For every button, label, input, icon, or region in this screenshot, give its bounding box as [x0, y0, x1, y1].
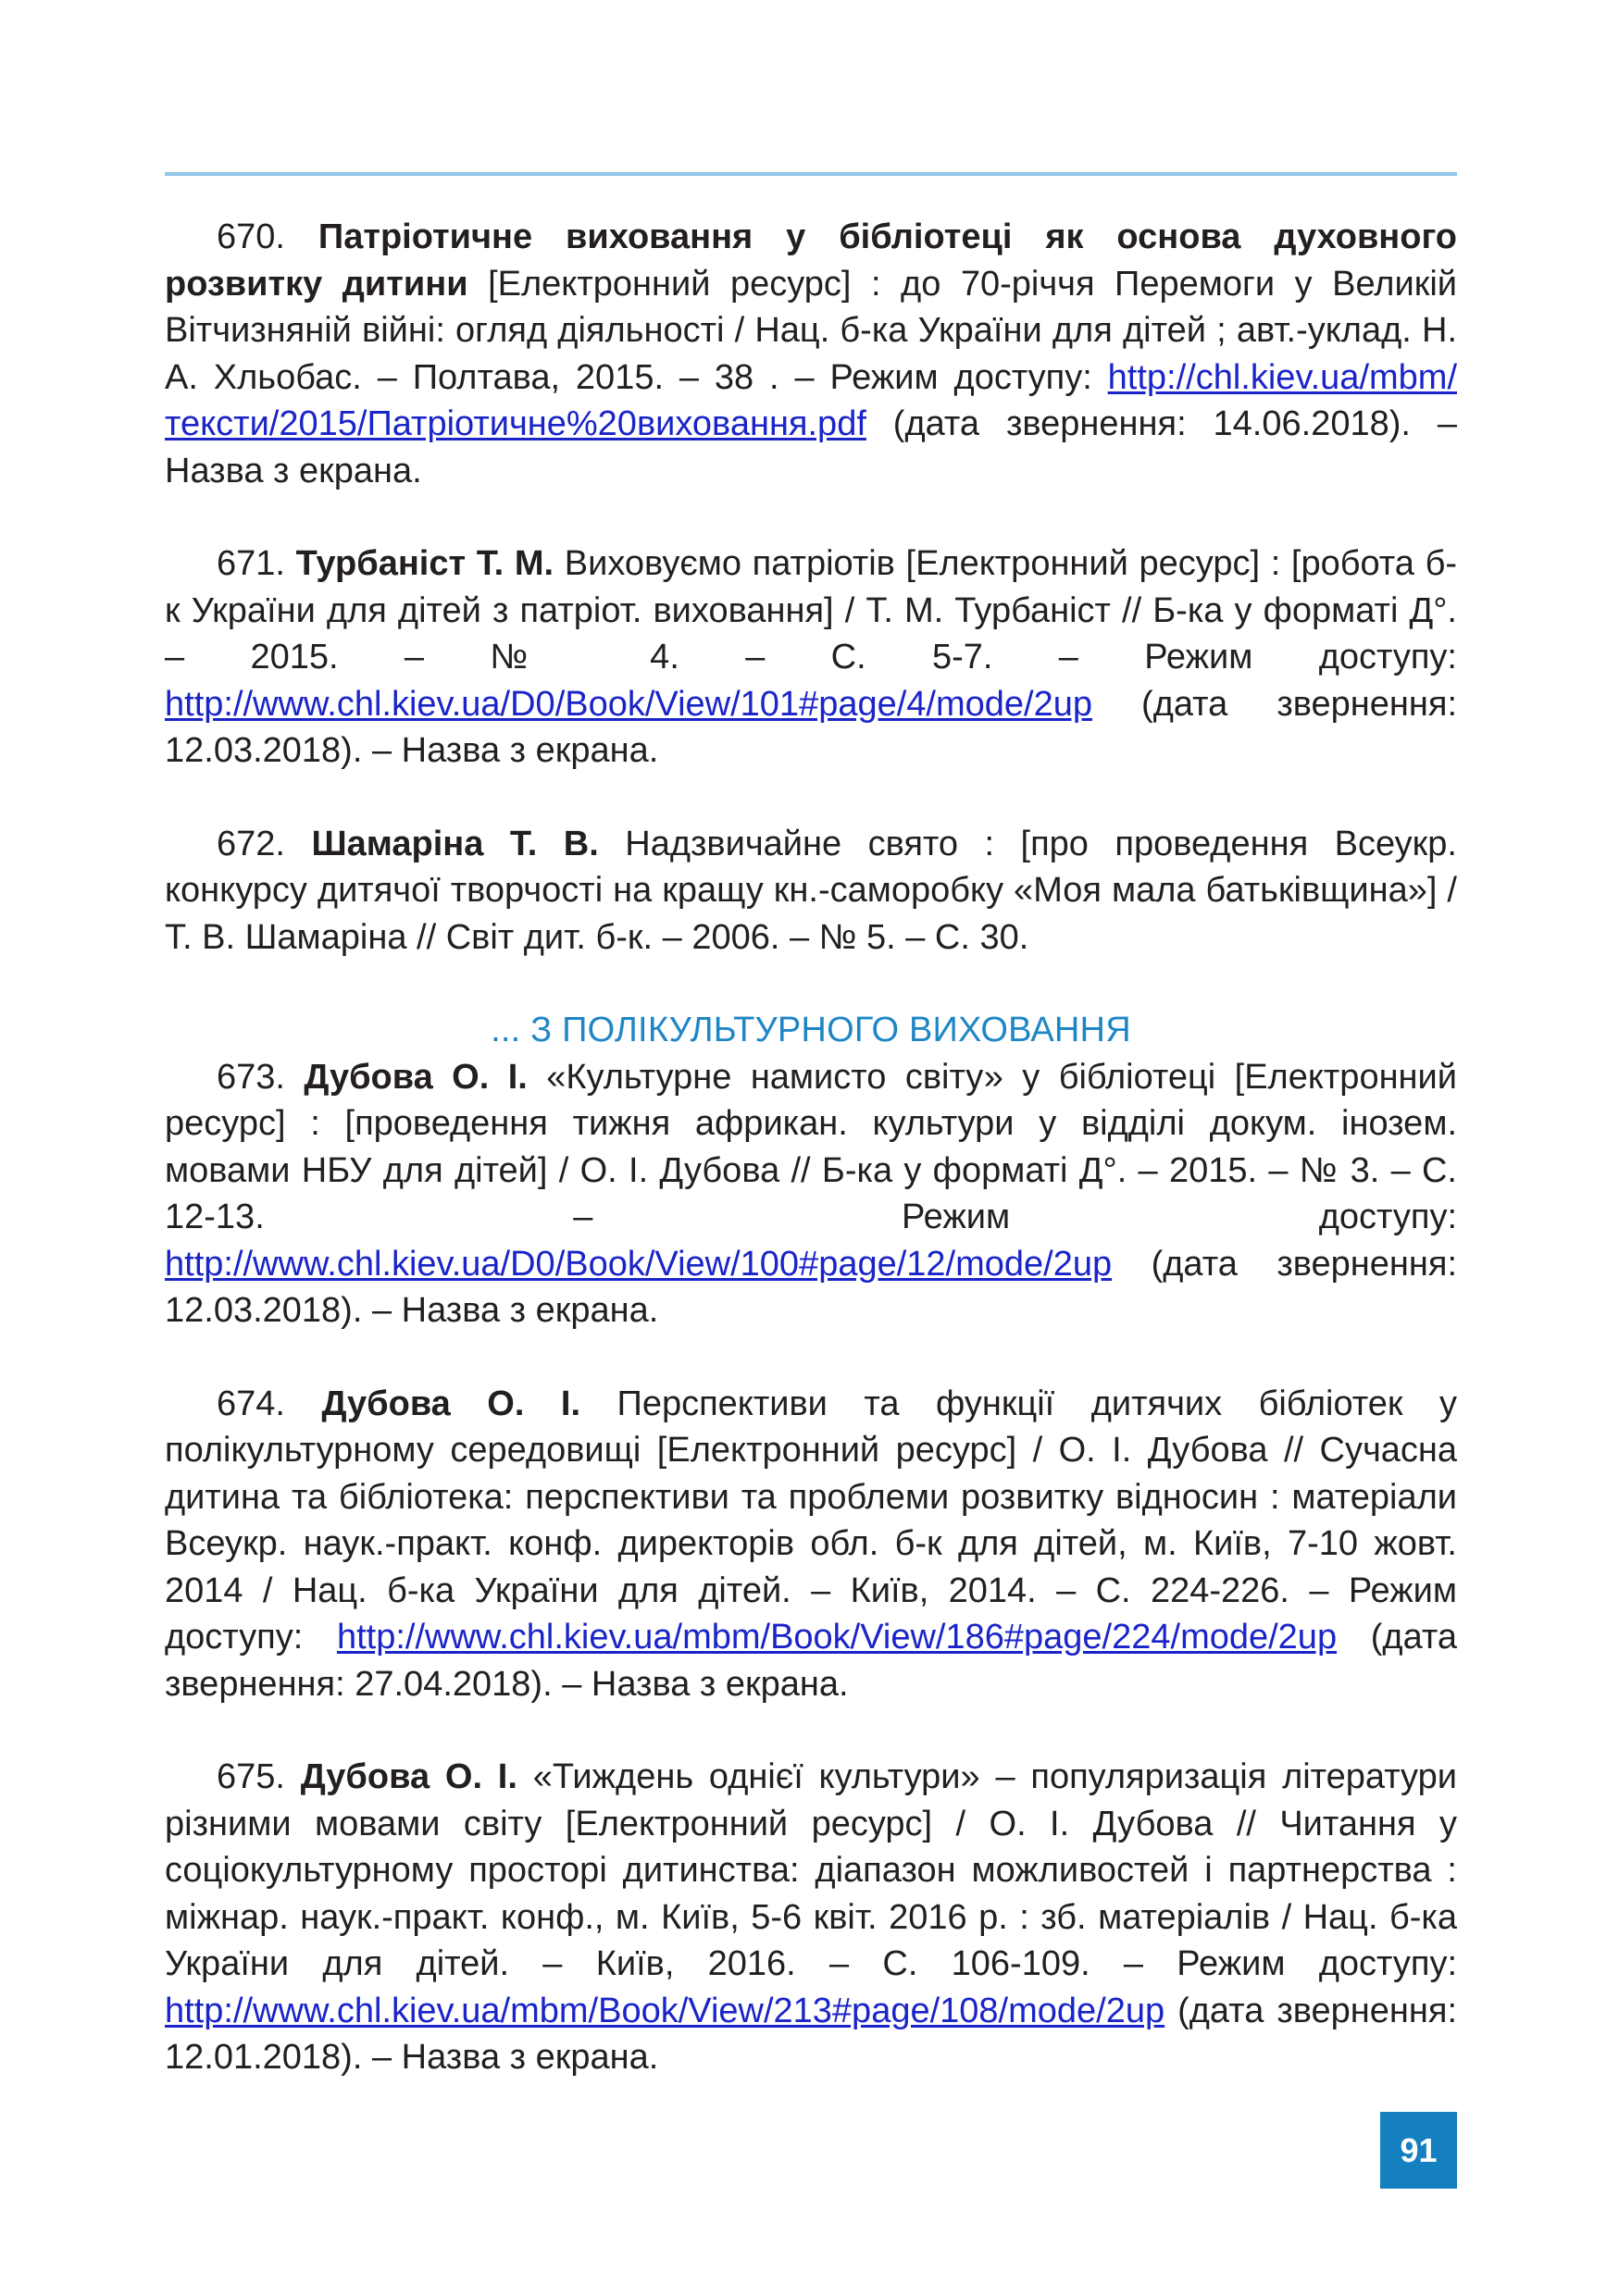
entry-tail: (дата звернення: 27.04.2018). – Назва з екрана.	[165, 1618, 1457, 1704]
entry-text: Надзвичайне свято : [про проведення Всеукр. конкурсу дитячої творчості на кращу кн.-саморобку «Моя мала батьківщина»] / Т. В. Шамаріна // Світ дит. б-к. – 2006. – № 5. – С. 30.	[165, 824, 1457, 957]
entry-number: 671.	[217, 544, 285, 583]
entry-author: Дубова О. І.	[304, 1057, 528, 1097]
entry-author: Шамаріна Т. В.	[311, 824, 599, 863]
entry-link[interactable]: http://www.chl.kiev.ua/mbm/Book/View/186#page/224/mode/2up	[336, 1618, 1338, 1657]
page-content	[165, 214, 1457, 2081]
page-number: 91	[1400, 2130, 1438, 2169]
entry-text: [Електронний ресурс] : до 70-річчя Перемоги у Великій Вітчизняній війні: огляд діяльності / Нац. б-ка України для дітей ; авт.-уклад. Н. А. Хльобас. – Полтава, 2015. – 38 . – Режим доступу:	[165, 264, 1458, 397]
entry-number: 670.	[217, 217, 285, 256]
entry-link[interactable]: http://www.chl.kiev.ua/D0/Book/View/101#page/4/mode/2up	[165, 684, 1092, 724]
entry-link[interactable]: http://www.chl.kiev.ua/mbm/Book/View/213#page/108/mode/2up	[165, 1991, 1165, 2030]
entry-text: Перспективи та функції дитячих бібліотек у полікультурному середовищі [Електронний ресурс] / О. І. Дубова // Сучасна дитина та бібліотека: перспективи та проблеми розвитку відносин : матеріали Всеукр. наук.-практ. конф. директорів обл. б-к для дітей, м. Київ, 7-10 жовт. 2014 / Нац. б-ка України для дітей. – Київ, 2014. – С. 224-226. – Режим доступу:	[165, 1384, 1457, 1657]
entry-link[interactable]: http://chl.kiev.ua/mbm/тексти/2015/Патріотичне%20виховання.pdf	[165, 357, 1457, 443]
bibliography-entry-675	[165, 1754, 1457, 2081]
bibliography-entry-673	[165, 1054, 1457, 1334]
entry-number: 674.	[217, 1384, 285, 1423]
entry-tail: (дата звернення: 14.06.2018). – Назва з екрана.	[165, 404, 1457, 490]
bibliography-entry-671	[165, 540, 1457, 775]
entry-number: 672.	[217, 824, 285, 863]
entry-tail: (дата звернення: 12.01.2018). – Назва з екрана.	[165, 1991, 1457, 2077]
entry-text: «Тиждень однієї культури» – популяризація літератури різними мовами світу [Електронний ресурс] / О. І. Дубова // Читання у соціокультурному просторі дитинства: діапазон можливостей і партнерства : міжнар. наук.-практ. конф., м. Київ, 5-6 квіт. 2016 р. : зб. матеріалів / Нац. б-ка України для дітей. – Київ, 2016. – С. 106-109. – Режим доступу:	[165, 1757, 1457, 1983]
page-number-badge	[1380, 2112, 1457, 2189]
entry-number: 673.	[217, 1057, 285, 1097]
header-rule	[165, 172, 1457, 176]
bibliography-entry-672	[165, 821, 1457, 962]
bibliography-entry-670	[165, 214, 1457, 494]
entry-author: Дубова О. І.	[321, 1384, 581, 1423]
bibliography-entry-674	[165, 1381, 1457, 1708]
entry-tail: (дата звернення: 12.03.2018). – Назва з екрана.	[165, 684, 1457, 770]
entry-link[interactable]: http://www.chl.kiev.ua/D0/Book/View/100#page/12/mode/2up	[165, 1244, 1113, 1284]
entry-text: Виховуємо патріотів [Електронний ресурс] : [робота б-к України для дітей з патріот. виховання] / Т. М. Турбаніст // Б-ка у форматі Д°. – 2015. – № 4. – С. 5-7. – Режим доступу:	[165, 544, 1457, 676]
entry-author: Турбаніст Т. М.	[295, 544, 554, 583]
entry-author: Дубова О. І.	[300, 1757, 517, 1796]
section-heading: ... З ПОЛІКУЛЬТУРНОГО ВИХОВАННЯ	[491, 1011, 1131, 1049]
entry-number: 675.	[217, 1757, 285, 1796]
entry-text: «Культурне намисто світу» у бібліотеці [Електронний ресурс] : [проведення тижня африкан. культури у відділі докум. інозем. мовами НБУ для дітей] / О. І. Дубова // Б-ка у форматі Д°. – 2015. – № 3. – С. 12-13. – Режим доступу:	[165, 1057, 1457, 1236]
entry-tail: (дата звернення: 12.03.2018). – Назва з екрана.	[165, 1244, 1457, 1330]
entry-title: Патріотичне виховання у бібліотеці як основа духовного розвитку дитини	[165, 217, 1458, 304]
